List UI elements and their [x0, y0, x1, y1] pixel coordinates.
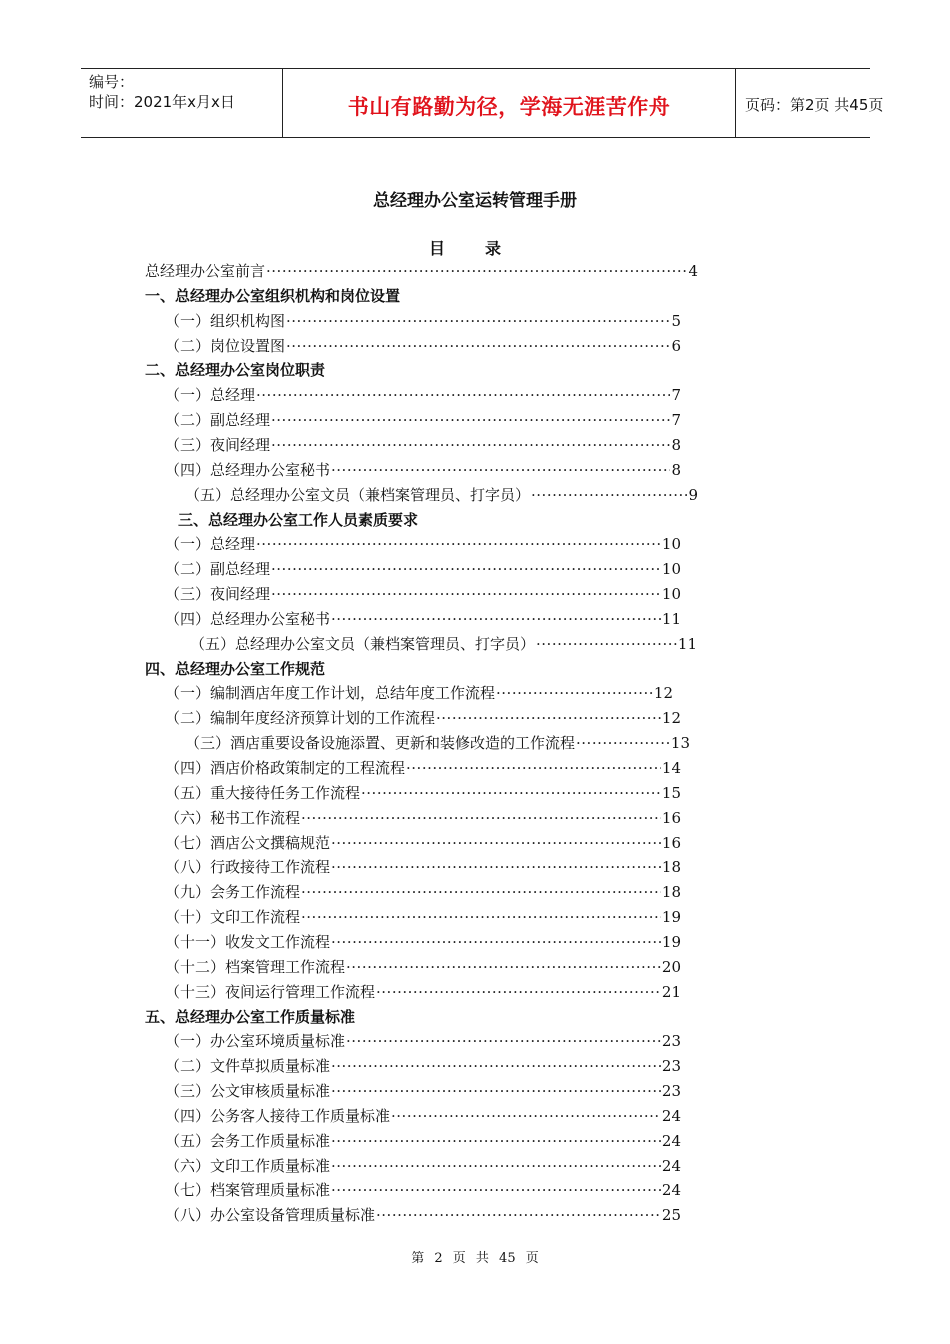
toc-page-number: 12	[661, 709, 681, 728]
toc-heading: 目录	[428, 239, 541, 258]
toc-leader-dots	[331, 930, 661, 954]
toc-entry-title: （十）文印工作流程	[165, 908, 301, 927]
toc-leader-dots	[331, 1129, 661, 1153]
time-label: 时间：2021年x月x日	[89, 93, 235, 111]
toc-leader-dots	[361, 781, 661, 805]
toc-entry	[185, 483, 698, 507]
toc-entry	[165, 408, 681, 432]
toc-entry-title: （四）公务客人接待工作质量标准	[165, 1106, 391, 1125]
toc-entry-title: （二）编制年度经济预算计划的工作流程	[165, 709, 436, 728]
toc-page-number: 12	[653, 684, 673, 703]
header-page-cell	[735, 69, 884, 137]
toc-entry	[165, 681, 673, 705]
toc-section-heading	[145, 657, 325, 681]
toc-entry	[165, 309, 681, 333]
toc-entry-title: （一）办公室环境质量标准	[165, 1032, 346, 1051]
toc-entry-title: （一）总经理	[165, 386, 256, 405]
toc-leader-dots	[331, 1154, 661, 1178]
document-title: 总经理办公室运转管理手册	[373, 191, 577, 211]
header-left-cell	[81, 69, 282, 137]
toc-entry-title: （六）文印工作质量标准	[165, 1156, 331, 1175]
toc-entry	[165, 607, 681, 631]
toc-entry-title: 总经理办公室前言	[145, 262, 266, 280]
toc-entry	[165, 1203, 681, 1227]
toc-leader-dots	[576, 731, 670, 755]
toc-entry-title: （五）会务工作质量标准	[165, 1131, 331, 1150]
toc-page-number: 10	[661, 535, 681, 554]
toc-entry-title: （三）公文审核质量标准	[165, 1082, 331, 1101]
toc-entry	[165, 433, 681, 457]
toc-leader-dots	[331, 1054, 661, 1078]
toc-entry	[165, 955, 681, 979]
toc-entry-title: （五）总经理办公室文员（兼档案管理员、打字员）	[190, 634, 536, 653]
toc-entry-title: （四）总经理办公室秘书	[165, 460, 331, 479]
toc-entry	[165, 334, 681, 358]
toc-entry-title: （二）副总经理	[165, 411, 271, 430]
toc-page-number: 10	[661, 585, 681, 604]
motto-text: 书山有路勤为径，学海无涯苦作舟	[347, 95, 671, 119]
toc-leader-dots	[531, 483, 687, 507]
toc-leader-dots	[266, 259, 687, 283]
toc-entry-title: （三）酒店重要设备设施添置、更新和装修改造的工作流程	[185, 734, 576, 753]
toc-page-number: 11	[677, 634, 697, 653]
toc-page-number: 24	[661, 1131, 681, 1150]
toc-leader-dots	[301, 905, 661, 929]
toc-entry	[165, 855, 681, 879]
toc-page-number: 4	[688, 262, 698, 280]
toc-page-number: 21	[661, 982, 681, 1001]
toc-page-number: 24	[661, 1106, 681, 1125]
toc-entry	[165, 831, 681, 855]
toc-entry-title: （三）夜间经理	[165, 435, 271, 454]
toc-leader-dots	[271, 557, 661, 581]
toc-entry	[165, 1154, 681, 1178]
toc-section-heading	[145, 284, 400, 308]
toc-entry-title: （五）重大接待任务工作流程	[165, 783, 361, 802]
toc-entry	[165, 930, 681, 954]
toc-leader-dots	[271, 408, 670, 432]
toc-leader-dots	[301, 880, 661, 904]
toc-page-number: 20	[661, 957, 681, 976]
page-number-label: 页码：第2页 共45页	[745, 96, 884, 114]
toc-page-number: 25	[661, 1206, 681, 1225]
toc-leader-dots	[436, 706, 661, 730]
toc-entry-title: （九）会务工作流程	[165, 883, 301, 902]
toc-page-number: 16	[661, 833, 681, 852]
toc-entry-title: （二）文件草拟质量标准	[165, 1057, 331, 1076]
toc-entry	[165, 905, 681, 929]
toc-page-number: 14	[661, 759, 681, 777]
toc-entry	[165, 458, 681, 482]
toc-page-number: 24	[661, 1156, 681, 1175]
toc-page-number: 15	[661, 783, 681, 802]
toc-entry	[165, 880, 681, 904]
toc-leader-dots	[536, 632, 677, 656]
toc-entry	[165, 1129, 681, 1153]
toc-page-number: 16	[661, 808, 681, 827]
toc-page-number: 9	[688, 485, 698, 504]
toc-leader-dots	[376, 980, 661, 1004]
toc-leader-dots	[391, 1104, 661, 1128]
toc-leader-dots	[376, 1203, 661, 1227]
toc-leader-dots	[286, 334, 670, 358]
toc-entry	[165, 1178, 681, 1202]
toc-entry	[165, 532, 681, 556]
toc-entry-title: （二）岗位设置图	[165, 336, 286, 355]
toc-leader-dots	[346, 1029, 661, 1053]
toc-entry	[190, 632, 697, 656]
toc-leader-dots	[301, 806, 661, 830]
toc-entry	[165, 806, 681, 830]
toc-entry-title: （六）秘书工作流程	[165, 808, 301, 827]
toc-entry-title: （七）酒店公文撰稿规范	[165, 833, 331, 852]
toc-entry-title: （七）档案管理质量标准	[165, 1181, 331, 1200]
toc-page-number: 23	[661, 1032, 681, 1051]
toc-page-number: 6	[671, 336, 681, 355]
toc-page-number: 11	[661, 609, 681, 628]
toc-page-number: 10	[661, 560, 681, 579]
toc-leader-dots	[331, 607, 661, 631]
toc-entry	[165, 582, 681, 606]
toc-page-number: 18	[661, 883, 681, 902]
toc-leader-dots	[331, 1178, 661, 1202]
toc-leader-dots	[331, 1079, 661, 1103]
toc-section-heading	[145, 1005, 355, 1029]
toc-leader-dots	[331, 458, 670, 482]
toc-entry-title: （四）酒店价格政策制定的工程流程	[165, 759, 406, 777]
toc-leader-dots	[271, 582, 661, 606]
toc-leader-dots	[271, 433, 670, 457]
toc-entry	[165, 1079, 681, 1103]
toc-page-number: 23	[661, 1057, 681, 1076]
toc-entry	[165, 383, 681, 407]
toc-page-number: 7	[671, 411, 681, 430]
toc-leader-dots	[496, 681, 653, 705]
toc-page-number: 23	[661, 1082, 681, 1101]
toc-entry-title: （八）行政接待工作流程	[165, 858, 331, 877]
toc-page-number: 8	[671, 460, 681, 479]
toc-entry	[145, 259, 698, 283]
toc-entry-title: （一）总经理	[165, 535, 256, 554]
toc-leader-dots	[256, 532, 661, 556]
toc-page-number: 18	[661, 858, 681, 877]
toc-entry-title: 四、总经理办公室工作规范	[145, 659, 326, 678]
toc-page-number: 19	[661, 908, 681, 927]
toc-leader-dots	[406, 756, 661, 780]
toc-entry-title: 一、总经理办公室组织机构和岗位设置	[145, 286, 401, 305]
toc-entry	[165, 1054, 681, 1078]
toc-entry-title: （八）办公室设备管理质量标准	[165, 1206, 376, 1225]
toc-entry-title: （十三）夜间运行管理工作流程	[165, 982, 376, 1001]
toc-leader-dots	[256, 383, 670, 407]
toc-entry-title: （十二）档案管理工作流程	[165, 957, 346, 976]
toc-leader-dots	[331, 855, 661, 879]
toc-leader-dots	[346, 955, 661, 979]
number-label: 编号：	[89, 73, 135, 91]
toc-section-heading	[178, 508, 418, 532]
toc-page-number: 13	[670, 734, 690, 753]
toc-entry-title: 五、总经理办公室工作质量标准	[145, 1007, 356, 1026]
toc-page-number: 19	[661, 932, 681, 951]
toc-entry	[165, 706, 681, 730]
toc-page-number: 24	[661, 1181, 681, 1200]
toc-entry	[165, 781, 681, 805]
toc-entry-title: 三、总经理办公室工作人员素质要求	[178, 510, 419, 529]
toc-entry	[165, 1029, 681, 1053]
header-table	[81, 68, 884, 138]
toc-entry-title: 二、总经理办公室岗位职责	[145, 361, 326, 380]
toc-entry-title: （三）夜间经理	[165, 585, 271, 604]
toc-entry-title: （一）编制酒店年度工作计划，总结年度工作流程	[165, 684, 496, 703]
toc-page-number: 7	[671, 386, 681, 405]
page-footer: 第 2 页 共 45 页	[411, 1251, 539, 1266]
toc-page-number: 5	[671, 311, 681, 330]
toc-entry-title: （二）副总经理	[165, 560, 271, 579]
toc-page-number: 8	[671, 435, 681, 454]
toc-entry-title: （十一）收发文工作流程	[165, 932, 331, 951]
toc-section-heading	[145, 358, 325, 382]
toc-leader-dots	[331, 831, 661, 855]
toc-entry	[185, 731, 690, 755]
toc-entry	[165, 980, 681, 1004]
header-motto-cell	[282, 69, 736, 137]
toc-entry	[165, 1104, 681, 1128]
toc-entry-title: （四）总经理办公室秘书	[165, 609, 331, 628]
toc-entry-title: （五）总经理办公室文员（兼档案管理员、打字员）	[185, 485, 531, 504]
toc-entry	[165, 557, 681, 581]
toc-entry	[165, 756, 681, 780]
toc-entry-title: （一）组织机构图	[165, 311, 286, 330]
toc-leader-dots	[286, 309, 670, 333]
